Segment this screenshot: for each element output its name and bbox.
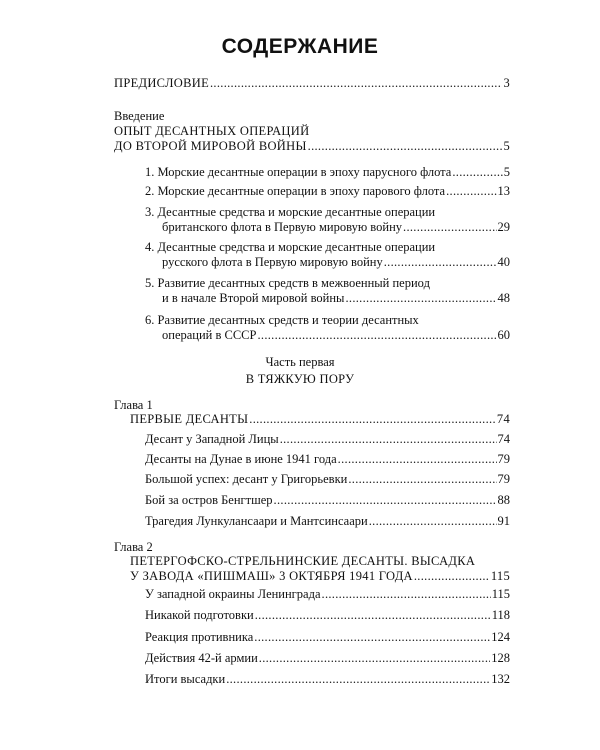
leader-dots (274, 493, 497, 508)
page-number: 74 (497, 432, 510, 446)
chapter-heading: ПЕРВЫЕ ДЕСАНТЫ (130, 412, 249, 426)
toc-entry-chapter2-2[interactable] (145, 608, 510, 623)
toc-entry-label: русского флота в Первую мировую войну (162, 255, 383, 269)
part-heading: В ТЯЖКУЮ ПОРУ (245, 372, 355, 386)
toc-entry-label: Действия 42-й армии (145, 651, 258, 665)
toc-entry-chapter1-3[interactable] (145, 472, 510, 487)
intro-heading-line1: ОПЫТ ДЕСАНТНЫХ ОПЕРАЦИЙ (114, 124, 310, 138)
chapter1-label: Глава 1 (114, 398, 153, 412)
toc-entry-label: Десанты на Дунае в июне 1941 года (145, 452, 337, 466)
page-number: 29 (497, 220, 510, 234)
page-number: 128 (491, 651, 510, 665)
leader-dots (446, 184, 496, 199)
toc-entry-chapter1-4[interactable] (145, 493, 510, 508)
toc-entry-intro-4-line1: 4. Десантные средства и морские десантные операции (145, 240, 436, 254)
intro-label: Введение (114, 109, 165, 123)
page-number: 88 (497, 493, 510, 507)
leader-dots (308, 139, 503, 154)
toc-entry-label: Десант у Западной Лицы (145, 432, 279, 446)
toc-entry-chapter1[interactable] (130, 412, 510, 427)
toc-entry-chapter1-2[interactable] (145, 452, 510, 467)
leader-dots (403, 220, 496, 235)
toc-entry-label: и в начале Второй мировой войны (162, 291, 345, 305)
toc-entry-label: 2. Морские десантные операции в эпоху парового флота (145, 184, 446, 198)
part-label: Часть первая (265, 355, 335, 369)
toc-entry-intro-5[interactable] (162, 291, 510, 306)
chapter2-heading-line1: ПЕТЕРГОФСКО-СТРЕЛЬНИНСКИЕ ДЕСАНТЫ. ВЫСАДКА (130, 554, 476, 568)
page-number: 115 (490, 569, 510, 583)
page-number: 115 (491, 587, 510, 601)
toc-entry-label: Реакция противника (145, 630, 254, 644)
intro-heading-line2: ДО ВТОРОЙ МИРОВОЙ ВОЙНЫ (114, 139, 307, 153)
toc-entry-intro[interactable] (114, 139, 510, 154)
toc-entry-intro-3[interactable] (162, 220, 510, 235)
toc-entry-intro-4[interactable] (162, 255, 510, 270)
page-number: 5 (503, 139, 510, 153)
toc-entry-label: Трагедия Лункулансаари и Мантсинсаари (145, 514, 368, 528)
page-number: 48 (497, 291, 510, 305)
leader-dots (348, 472, 496, 487)
toc-entry-label: операций в СССР (162, 328, 257, 342)
toc-entry-intro-6[interactable] (162, 328, 510, 343)
leader-dots (414, 569, 490, 584)
toc-entry-intro-1[interactable] (145, 165, 510, 180)
toc-entry-chapter2-5[interactable] (145, 672, 510, 687)
leader-dots (249, 412, 496, 427)
toc-entry-preface[interactable] (114, 76, 510, 91)
toc-entry-label: Большой успех: десант у Григорьевки (145, 472, 348, 486)
toc-entry-label: британского флота в Первую мировую войну (162, 220, 403, 234)
toc-entry-label: Итоги высадки (145, 672, 226, 686)
toc-entry-label: ПРЕДИСЛОВИЕ (114, 76, 209, 90)
toc-entry-chapter1-5[interactable] (145, 514, 510, 529)
leader-dots (345, 291, 496, 306)
page-number: 5 (503, 165, 510, 179)
page-number: 74 (496, 412, 510, 426)
leader-dots (369, 514, 497, 529)
chapter-heading: У ЗАВОДА «ПИШМАШ» 3 ОКТЯБРЯ 1941 ГОДА (130, 569, 413, 583)
toc-entry-label: У западной окраины Ленинграда (145, 587, 321, 601)
leader-dots (257, 328, 496, 343)
leader-dots (384, 255, 497, 270)
chapter2-label: Глава 2 (114, 540, 153, 554)
page-number: 79 (497, 452, 510, 466)
page-number: 91 (497, 514, 510, 528)
page-number: 3 (503, 76, 510, 90)
toc-entry-label: Бой за остров Бенгтшер (145, 493, 273, 507)
page-number: 13 (497, 184, 510, 198)
page-number: 124 (491, 630, 510, 644)
page-title: СОДЕРЖАНИЕ (221, 35, 379, 58)
toc-entry-chapter2[interactable] (130, 569, 510, 584)
toc-entry-chapter2-1[interactable] (145, 587, 510, 602)
leader-dots (259, 651, 490, 666)
leader-dots (452, 165, 502, 180)
toc-entry-label: Никакой подготовки (145, 608, 254, 622)
toc-entry-label: 1. Морские десантные операции в эпоху парусного флота (145, 165, 452, 179)
leader-dots (226, 672, 490, 687)
leader-dots (338, 452, 497, 467)
page-number: 118 (491, 608, 510, 622)
toc-entry-chapter1-1[interactable] (145, 432, 510, 447)
leader-dots (254, 630, 490, 645)
toc-entry-chapter2-4[interactable] (145, 651, 510, 666)
page-number: 132 (491, 672, 510, 686)
page-number: 60 (497, 328, 510, 342)
leader-dots (210, 76, 502, 91)
leader-dots (255, 608, 491, 623)
toc-entry-intro-6-line1: 6. Развитие десантных средств и теории десантных (145, 313, 419, 327)
leader-dots (322, 587, 491, 602)
page-number: 40 (497, 255, 510, 269)
toc-entry-intro-2[interactable] (145, 184, 510, 199)
leader-dots (280, 432, 497, 447)
page-number: 79 (497, 472, 510, 486)
toc-entry-intro-5-line1: 5. Развитие десантных средств в межвоенный период (145, 276, 430, 290)
toc-entry-intro-3-line1: 3. Десантные средства и морские десантные операции (145, 205, 436, 219)
toc-entry-chapter2-3[interactable] (145, 630, 510, 645)
